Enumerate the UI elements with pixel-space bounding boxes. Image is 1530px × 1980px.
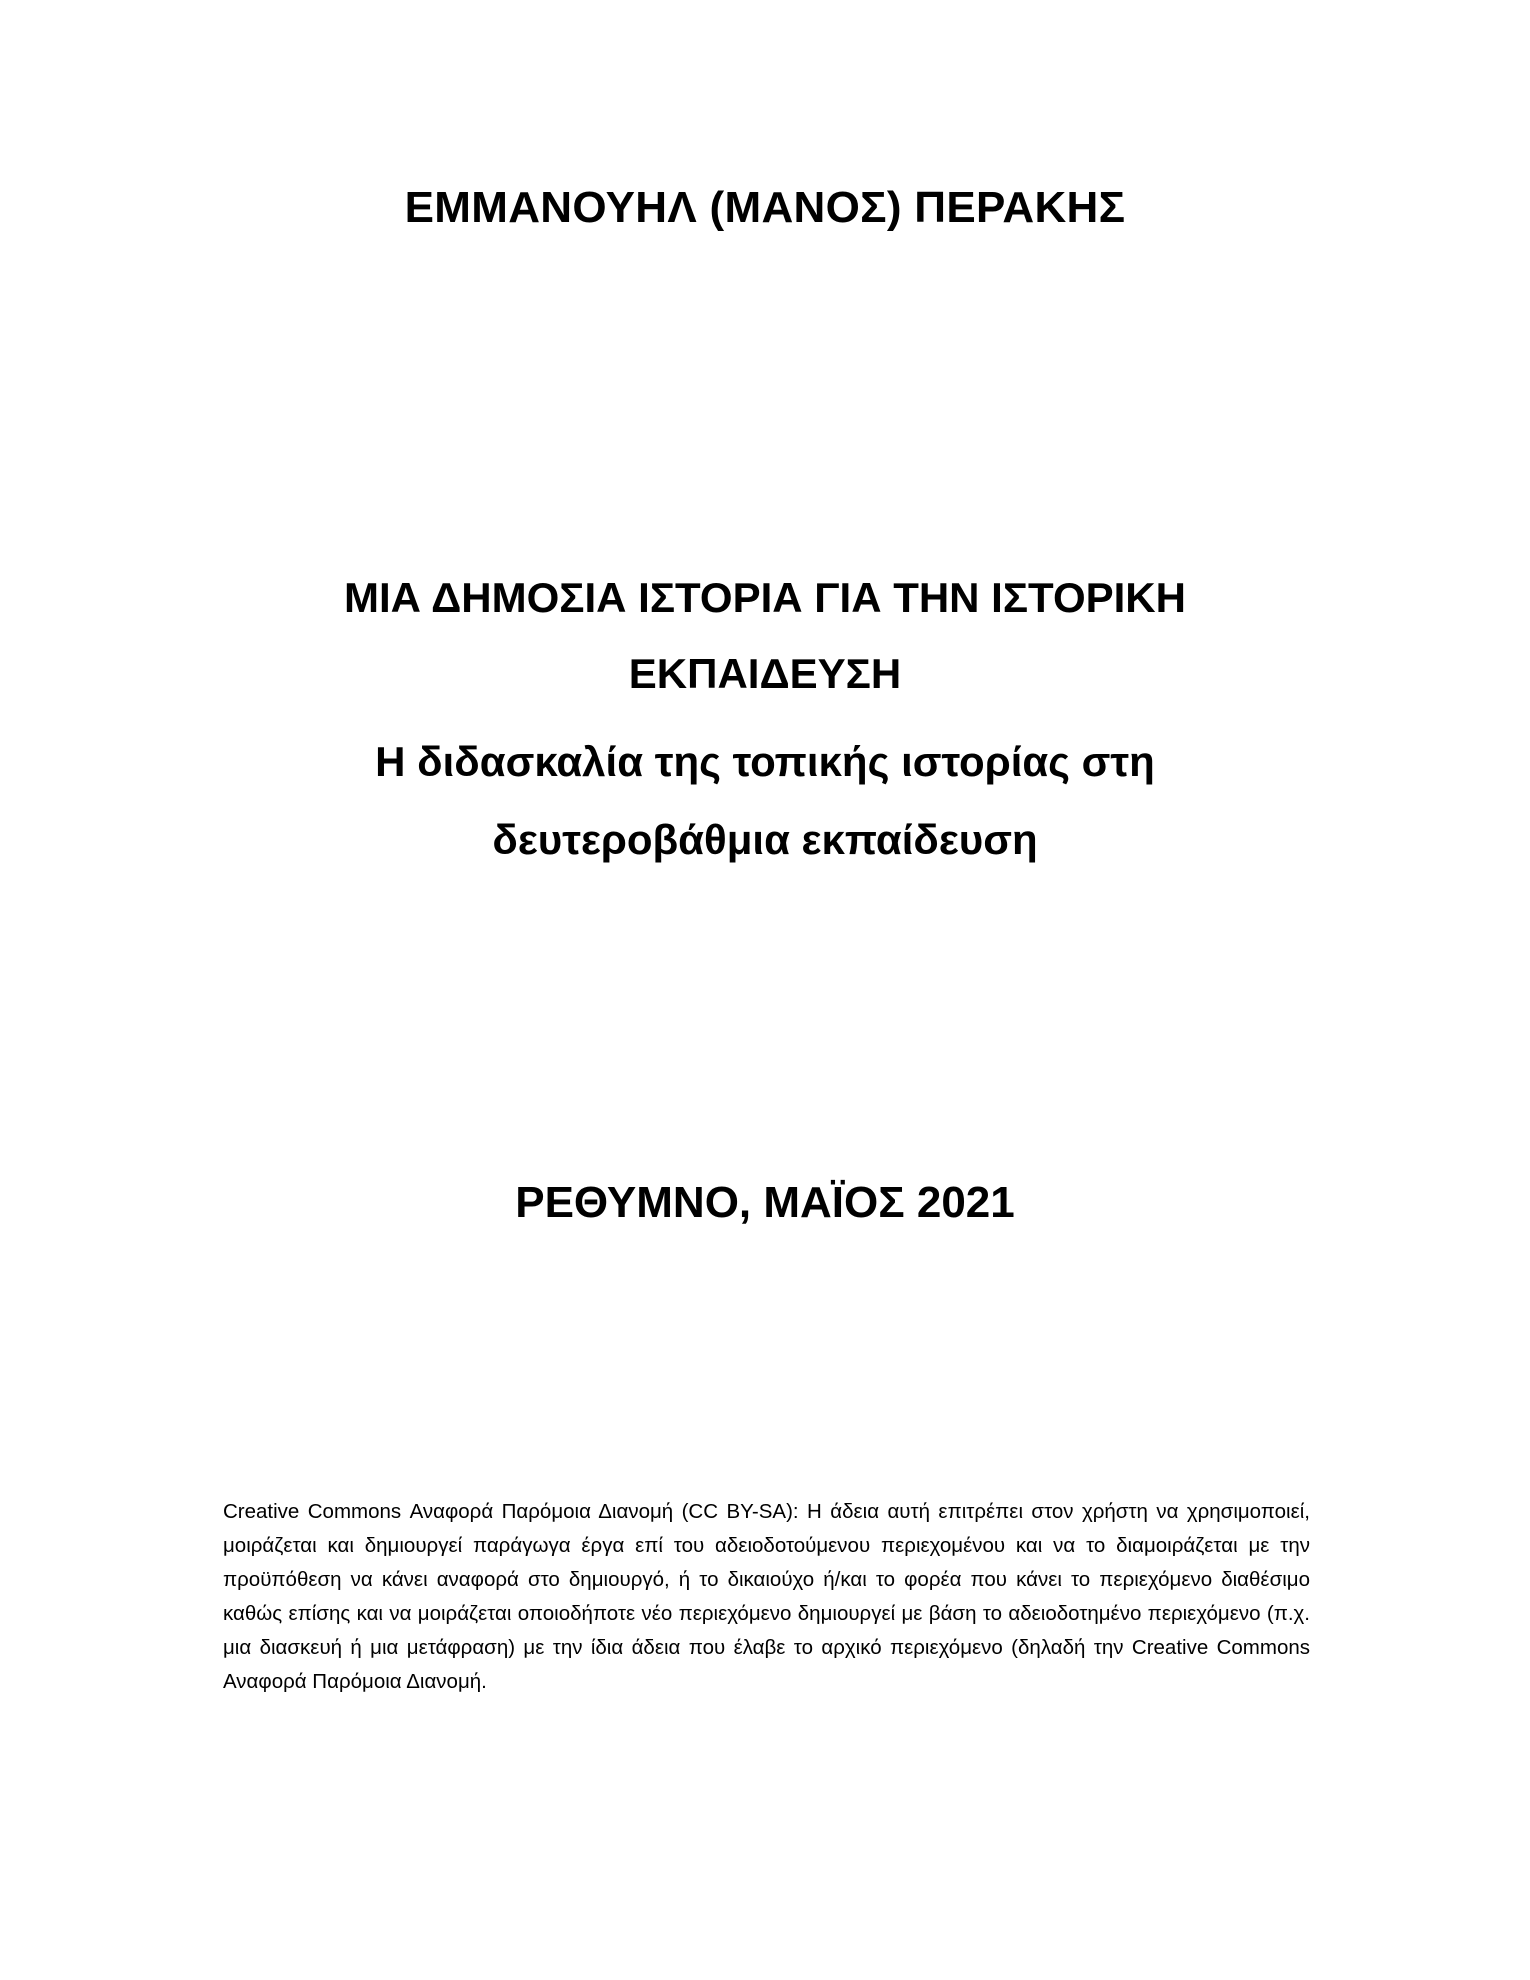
- place-and-date: ΡΕΘΥΜΝΟ, ΜΑΪΟΣ 2021: [515, 1178, 1015, 1227]
- book-title-line-1: ΜΙΑ ΔΗΜΟΣΙΑ ΙΣΤΟΡΙΑ ΓΙΑ ΤΗΝ ΙΣΤΟΡΙΚΗ: [344, 574, 1186, 621]
- book-title: [230, 560, 1300, 712]
- author-name: ΕΜΜΑΝΟΥΗΛ (ΜΑΝΟΣ) ΠΕΡΑΚΗΣ: [404, 183, 1126, 232]
- book-subtitle: [230, 723, 1300, 879]
- book-subtitle-line-2: δευτεροβάθμια εκπαίδευση: [492, 816, 1038, 863]
- license-notice: Creative Commons Αναφορά Παρόμοια Διανομή (CC BY-SA): Η άδεια αυτή επιτρέπει στον χρήστη να χρησιμοποιεί, μοιράζεται και δημιουργεί παράγωγα έργα επί του αδειοδοτούμενου περιεχομένου και να το διαμοιράζεται με την προϋπόθεση να κάνει αναφορά στο δημιουργό, ή το δικαιούχο ή/και το φορέα που κάνει το περιεχόμενο διαθέσιμο καθώς επίσης και να μοιράζεται οποιοδήποτε νέο περιεχόμενο δημιουργεί με βάση το αδειοδοτημένο περιεχόμενο (π.χ. μια διασκευή ή μια μετάφραση) με την ίδια άδεια που έλαβε το αρχικό περιεχόμενο (δηλαδή την Creative Commons Αναφορά Παρόμοια Διανομή.: [223, 1500, 1310, 1693]
- book-title-line-2: ΕΚΠΑΙΔΕΥΣΗ: [628, 650, 902, 697]
- book-subtitle-line-1: Η διδασκαλία της τοπικής ιστορίας στη: [375, 738, 1155, 785]
